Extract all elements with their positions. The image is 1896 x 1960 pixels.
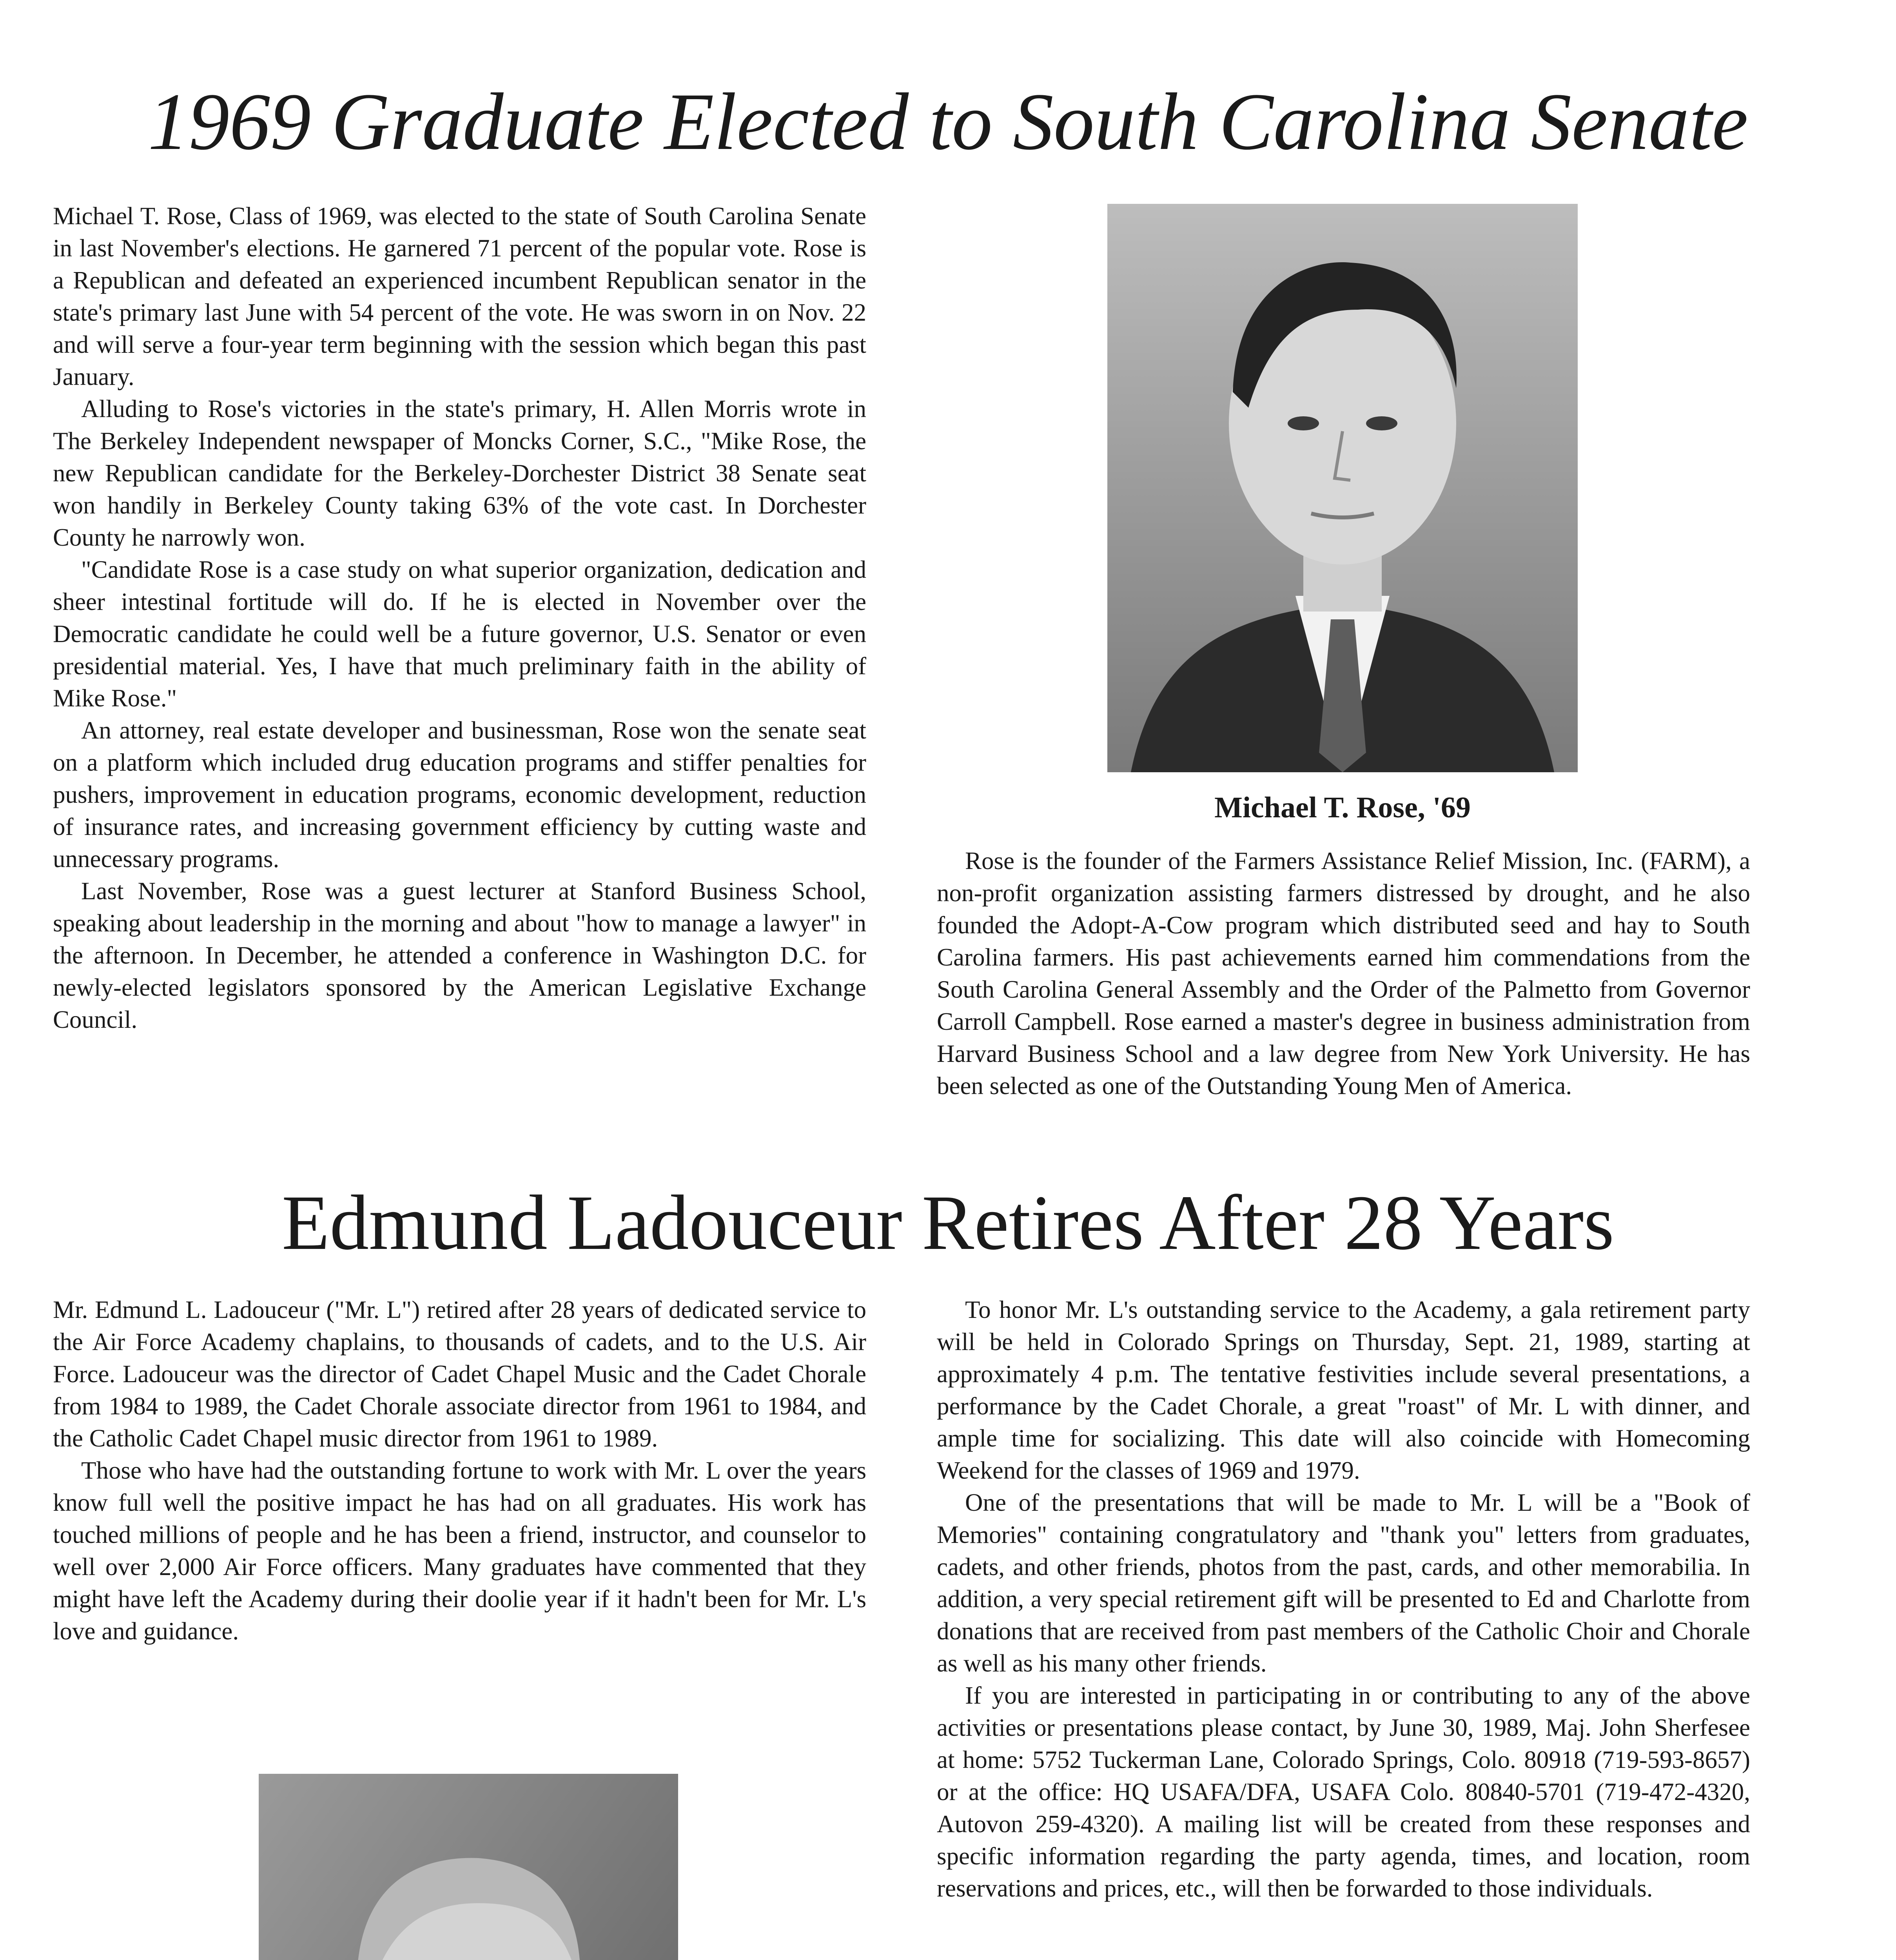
article2-right-paragraph-2: One of the presentations that will be made to Mr. L will be a "Book of Memories" containing congratulatory and "thank you" letters from graduates, cadets, and other friends, photos from the past, cards, and other memorabilia. In addition, a very special retirement gift will be presented to Ed and Charlotte from donations that are received from past members of the Catholic Choir and Chorale as well as his many other friends. [937,1489,1750,1677]
article2-headline: Edmund Ladouceur Retires After 28 Years [281,1180,1615,1266]
article1-right-paragraph: Rose is the founder of the Farmers Assistance Relief Mission, Inc. (FARM), a non-profit organization assisting farmers distressed by drought, and he also founded the Adopt-A-Cow program which distributed seed and hay to South Carolina farmers. His past achievements earned him commendations from the South Carolina General Assembly and the Order of the Palmetto from Governor Carroll Campbell. Rose earned a master's degree in business administration from Harvard Business School and a law degree from New York University. He has been selected as one of the Outstanding Young Men of America. [937,847,1750,1100]
article1-paragraph-1: Michael T. Rose, Class of 1969, was elected to the state of South Carolina Senate in last November's elections. He garnered 71 percent of the popular vote. Rose is a Republican and defeated an experienced incumbent Republican senator in the state's primary last June with 54 percent of the vote. He was sworn in on Nov. 22 and will serve a four-year term beginning with the session which began this past January. [53,202,866,390]
article1-left-column [53,200,866,1036]
article2-paragraph-1: Mr. Edmund L. Ladouceur ("Mr. L") retired after 28 years of dedicated service to the Air Force Academy chaplains, to thousands of cadets, and to the U.S. Air Force. Ladouceur was the director of Cadet Chapel Music and the Cadet Chorale from 1984 to 1989, the Cadet Chorale associate director from 1961 to 1984, and the Catholic Cadet Chapel music director from 1961 to 1989. [53,1296,866,1452]
portrait-image [259,1774,678,1960]
article2-right-paragraph-3: If you are interested in participating in or contributing to any of the above activities or presentations please contact, by June 30, 1989, Maj. John Sherfesee at home: 5752 Tuckerman Lane, Colorado Springs, Colo. 80918 (719-593-8657) or at the office: HQ USAFA/DFA, USAFA Colo. 80840-5701 (719-472-4320, Autovon 259-4320). A mailing list will be created from these responses and specific information regarding the party agenda, times, and location, room reservations and prices, etc., will then be forwarded to those individuals. [937,1682,1750,1902]
michael-rose-caption: Michael T. Rose, '69 [1214,791,1471,824]
edmund-ladouceur-photo [259,1774,678,1960]
article1-paragraph-3: "Candidate Rose is a case study on what superior organization, dedication and sheer intestinal fortitude will do. If he is elected in November over the Democratic candidate he could well be a future governor, U.S. Senator or even presidential material. Yes, I have that much preliminary faith in the ability of Mike Rose." [53,556,866,712]
article2-paragraph-2: Those who have had the outstanding fortune to work with Mr. L over the years know full well the positive impact he has had on all graduates. His work has touched millions of people and he has been a friend, instructor, and counselor to well over 2,000 Air Force officers. Many graduates have commented that they might have left the Academy during their doolie year if it hadn't been for Mr. L's love and guidance. [53,1457,866,1645]
article2-right-paragraph-1: To honor Mr. L's outstanding service to the Academy, a gala retirement party will be held in Colorado Springs on Thursday, Sept. 21, 1989, starting at approximately 4 p.m. The tentative festivities include several presentations, a performance by the Cadet Chorale, a great "roast" of Mr. L with dinner, and ample time for socializing. This date will also coincide with Homecoming Weekend for the classes of 1969 and 1979. [937,1296,1750,1484]
portrait-image [1107,204,1578,772]
michael-rose-photo [1107,204,1578,772]
article1-paragraph-2: Alluding to Rose's victories in the state's primary, H. Allen Morris wrote in The Berkeley Independent newspaper of Moncks Corner, S.C., "Mike Rose, the new Republican candidate for the Berkeley-Dorchester District 38 Senate seat won handily in Berkeley County taking 63% of the vote cast. In Dorchester County he narrowly won. [53,395,866,551]
article2-right-column [937,1294,1750,1904]
article1-headline: 1969 Graduate Elected to South Carolina Senate [148,76,1748,167]
article1-paragraph-5: Last November, Rose was a guest lecturer at Stanford Business School, speaking about leadership in the morning and about "how to manage a lawyer" in the afternoon. In December, he attended a conference in Washington D.C. for newly-elected legislators sponsored by the American Legislative Exchange Council. [53,877,866,1033]
article1-paragraph-4: An attorney, real estate developer and businessman, Rose won the senate seat on a platform which included drug education programs and stiffer penalties for pushers, improvement in education programs, economic development, reduction of insurance rates, and increasing government efficiency by cutting waste and unnecessary programs. [53,717,866,873]
article1-right-column [937,845,1750,1102]
article2-left-column [53,1294,866,1647]
